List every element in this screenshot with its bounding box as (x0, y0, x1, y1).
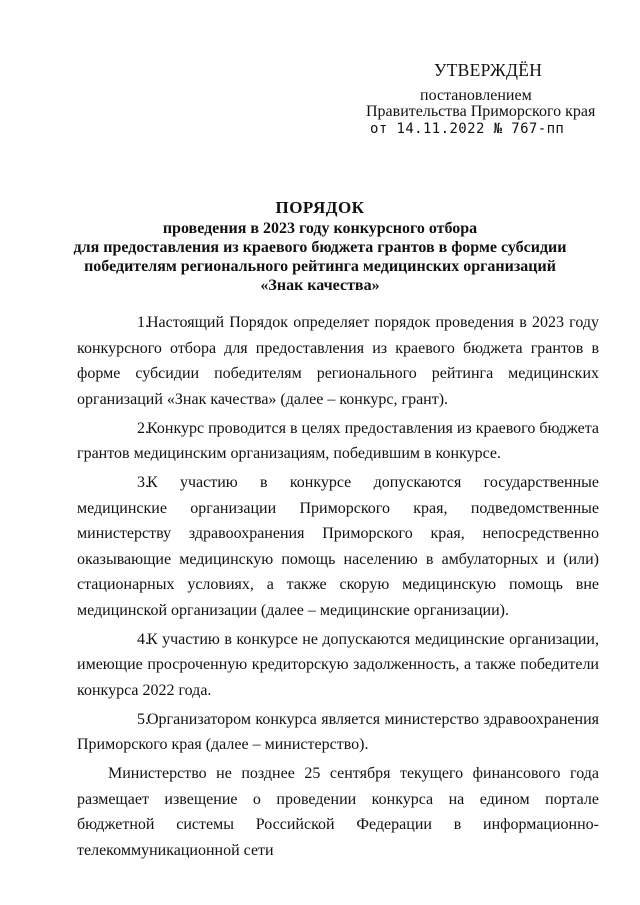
title-main: ПОРЯДОК (275, 198, 365, 217)
title-line-4: «Знак качества» (260, 277, 380, 294)
item-text: Настоящий Порядок определяет порядок проведения в 2023 году конкурсного отбора для предоставления из краевого бюджета грантов в форме субсидии победителям регионального рейтинга медицинских организаций «Знак качества» (далее – конкурс, грант). (77, 314, 599, 408)
item-text: К участию в конкурсе допускаются государственные медицинские организации Приморского края, подведомственные министерству здравоохранения Приморского края, непосредственно оказывающие медицинскую помощь населению в амбулаторных и (или) стационарных условиях, а также скорую медицинскую помощь вне медицинской организации (далее – медицинские организации). (77, 474, 599, 619)
item-number: 5. (137, 710, 149, 728)
title-line-2: для предоставления из краевого бюджета грантов в форме субсидии (73, 239, 567, 256)
paragraph-item-3 (77, 470, 599, 623)
title-line-3: победителям регионального рейтинга медицинских организаций (84, 258, 556, 275)
item-number: 2. (137, 419, 149, 437)
item-number: 3. (137, 474, 149, 491)
document-body (77, 310, 599, 863)
paragraph-item-1 (77, 310, 599, 412)
approval-line-1: постановлением (420, 87, 532, 104)
item-number: 4. (137, 630, 149, 648)
title-line-1: проведения в 2023 году конкурсного отбора (162, 220, 478, 237)
item-number: 1. (137, 314, 149, 331)
document-title (0, 197, 640, 295)
paragraph-item-5 (77, 707, 599, 758)
paragraph-item-4 (77, 627, 599, 704)
paragraph-final: Министерство не позднее 25 сентября текущего финансового года размещает извещение о проведении конкурса на едином портале бюджетной системы Российской Федерации в информационно-телекоммуникационной сети (77, 765, 599, 859)
paragraph-item-2 (77, 416, 599, 467)
item-text: К участию в конкурсе не допускаются медицинские организации, имеющие просроченную кредиторскую задолженность, а также победители конкурса 2022 года. (77, 630, 599, 699)
item-text: Организатором конкурса является министерство здравоохранения Приморского края (далее – министерство). (77, 710, 599, 753)
approval-line-2: Правительства Приморского края (366, 103, 596, 120)
approval-line-3: от 14.11.2022 № 767-пп (370, 121, 565, 137)
approval-heading: УТВЕРЖДЁН (434, 60, 543, 80)
item-text: Конкурс проводится в целях предоставления из краевого бюджета грантов медицинским организациям, победившим в конкурсе. (77, 419, 599, 462)
